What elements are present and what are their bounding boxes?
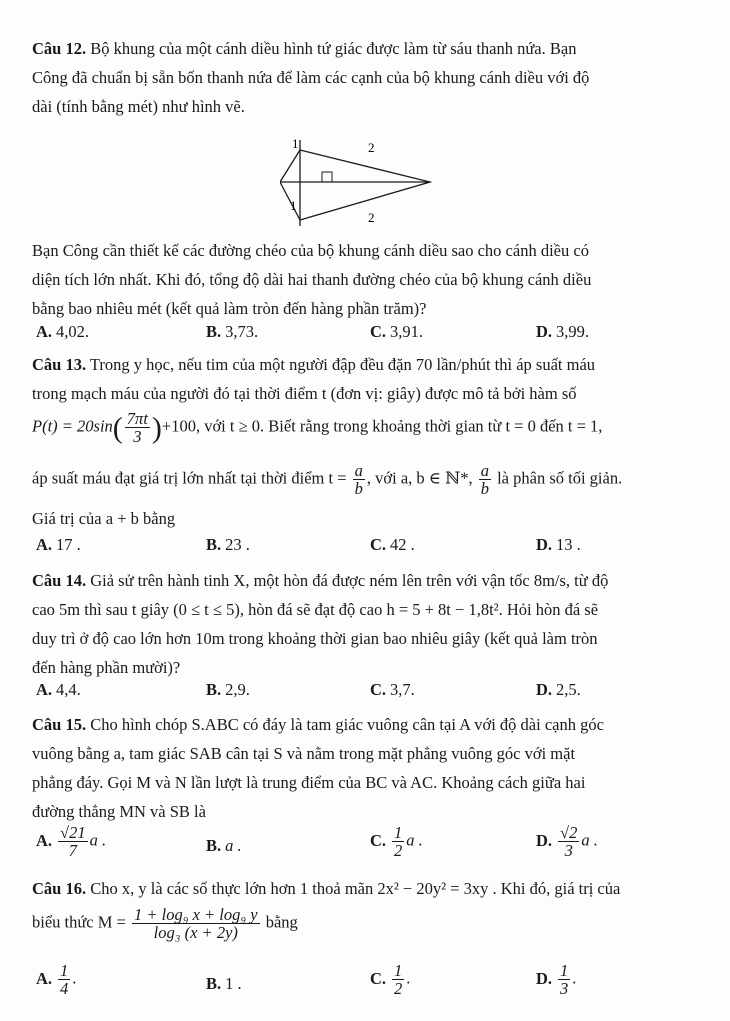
question-12-title: Câu 12. bbox=[32, 39, 87, 58]
option-a[interactable]: A. 4,4. bbox=[36, 680, 81, 699]
question-16-text-1: Cho x, y là các số thực lớn hơn 1 thoả mãn 2x² − 20y² = 3xy . Khi đó, giá trị của bbox=[90, 879, 621, 898]
question-12-options bbox=[36, 322, 696, 352]
option-d[interactable]: D. $\frac{√2}{3}$ a . bbox=[536, 823, 598, 861]
question-15-text-4: đường thẳng MN và SB là bbox=[32, 802, 206, 821]
question-16 bbox=[32, 874, 688, 903]
question-13 bbox=[32, 350, 688, 408]
question-14-text-4: đến hàng phần mười)? bbox=[32, 658, 181, 677]
option-b[interactable]: B. 2,9. bbox=[206, 680, 250, 699]
question-13-options bbox=[36, 535, 696, 565]
kite-label-top-left: 1 bbox=[292, 136, 299, 151]
question-16-title: Câu 16. bbox=[32, 879, 87, 898]
question-13-title: Câu 13. bbox=[32, 355, 87, 374]
question-12-text-3: dài (tính bằng mét) như hình vẽ. bbox=[32, 97, 245, 116]
kite-outline-right bbox=[300, 150, 430, 220]
option-a[interactable]: A. 4,02. bbox=[36, 322, 90, 341]
option-b[interactable]: B. a . bbox=[206, 836, 242, 855]
question-12-text-6: bằng bao nhiêu mét (kết quả làm tròn đến hàng phần trăm)? bbox=[32, 299, 427, 318]
option-a[interactable]: A. 17 . bbox=[36, 535, 81, 554]
option-b[interactable]: B. 23 . bbox=[206, 535, 250, 554]
question-16-options bbox=[36, 962, 696, 1006]
question-13-text-1: Trong y học, nếu tim của một người đập đều đặn 70 lần/phút thì áp suất máu bbox=[89, 355, 596, 374]
question-15 bbox=[32, 710, 688, 826]
question-14-text-1: Giả sử trên hành tinh X, một hòn đá được ném lên trên với vận tốc 8m/s, từ độ bbox=[90, 571, 609, 590]
option-c[interactable]: C. $\frac{1}{2}$ a . bbox=[370, 823, 423, 861]
question-16-line-2: biểu thức M = $\frac{\text{1 + log₉ x + log₉ y}}{\text{log₃ (x + 2y)}}$ bằng bbox=[32, 905, 298, 943]
option-d[interactable]: D. 3,99. bbox=[536, 322, 590, 341]
question-12-text-4: Bạn Công cần thiết kế các đường chéo của bộ khung cánh diều sao cho cánh diều có bbox=[32, 241, 589, 260]
question-15-text-1: Cho hình chóp S.ABC có đáy là tam giác vuông cân tại A với độ dài cạnh góc bbox=[90, 715, 604, 734]
question-12-text-5: diện tích lớn nhất. Khi đó, tổng độ dài hai thanh đường chéo của bộ khung cánh diều bbox=[32, 270, 592, 289]
question-14 bbox=[32, 566, 688, 682]
option-c[interactable]: C. $\frac{1}{2}$ . bbox=[370, 961, 411, 999]
question-13-text-2: trong mạch máu của người đó tại thời điểm t (đơn vị: giây) được mô tả bởi hàm số bbox=[32, 384, 577, 403]
question-12-text-2: Công đã chuẩn bị sẵn bốn thanh nứa để làm các cạnh của bộ khung cánh diều với độ bbox=[32, 68, 590, 87]
option-b[interactable]: B. 3,73. bbox=[206, 322, 259, 341]
kite-edge-top-left bbox=[280, 150, 300, 182]
option-d[interactable]: D. 2,5. bbox=[536, 680, 581, 699]
option-c[interactable]: C. 42 . bbox=[370, 535, 415, 554]
pressure-formula-rhs: +100, với t ≥ 0. Biết rằng trong khoảng thời gian từ t = 0 đến t = 1, bbox=[161, 416, 603, 436]
kite-figure bbox=[280, 130, 440, 240]
question-14-title: Câu 14. bbox=[32, 571, 87, 590]
kite-label-top-right: 2 bbox=[368, 140, 375, 155]
right-angle-marker bbox=[322, 172, 332, 182]
option-d[interactable]: D. $\frac{1}{3}$ . bbox=[536, 961, 577, 999]
question-14-options bbox=[36, 680, 696, 710]
kite-label-bottom-left: 1 bbox=[290, 198, 297, 213]
option-d[interactable]: D. 13 . bbox=[536, 535, 581, 554]
question-15-text-3: phẳng đáy. Gọi M và N lần lượt là trung điểm của BC và AC. Khoảng cách giữa hai bbox=[32, 773, 586, 792]
question-15-text-2: vuông bằng a, tam giác SAB cân tại S và nằm trong mặt phẳng vuông góc với mặt bbox=[32, 744, 576, 763]
question-13-line-4: áp suất máu đạt giá trị lớn nhất tại thời điểm t = $\frac{a}{b}$ , với a, b ∈ ℕ*, $\frac{a}{b}$ là phân số tối giản. bbox=[32, 461, 623, 499]
pressure-formula-lhs: P(t) = 20sin bbox=[32, 416, 113, 436]
question-14-text-2: cao 5m thì sau t giây (0 ≤ t ≤ 5), hòn đá sẽ đạt độ cao h = 5 + 8t − 1,8t². Hỏi hòn đá sẽ bbox=[32, 600, 599, 619]
option-c[interactable]: C. 3,91. bbox=[370, 322, 424, 341]
option-b[interactable]: B. 1 . bbox=[206, 974, 242, 993]
question-12 bbox=[32, 34, 688, 121]
question-12-text-1: Bộ khung của một cánh diều hình tứ giác được làm từ sáu thanh nứa. Bạn bbox=[90, 39, 577, 58]
expression-fraction: $\frac{\text{1 + log₉ x + log₉ y}}{\text{log₃ (x + 2y)}}$ bbox=[134, 905, 258, 943]
question-13-formula-line: P(t) = 20sin( $\frac{7\pi t}{3}$ )+100, với t ≥ 0. Biết rằng trong khoảng thời gian từ t = 0 đến t = 1, bbox=[32, 409, 603, 447]
pressure-formula-fraction: $\frac{7\pi t}{3}$ bbox=[126, 409, 148, 447]
question-15-title: Câu 15. bbox=[32, 715, 87, 734]
reduced-fraction: $\frac{a}{b}$ bbox=[480, 461, 489, 499]
kite-label-bottom-right: 2 bbox=[368, 210, 375, 225]
question-14-text-3: duy trì ở độ cao lớn hơn 10m trong khoảng thời gian bao nhiêu giây (kết quả làm tròn bbox=[32, 629, 598, 648]
question-13-line-5: Giá trị của a + b bằng bbox=[32, 509, 176, 528]
option-a[interactable]: A. $\frac{√21}{7}$ a . bbox=[36, 823, 107, 861]
question-15-options bbox=[36, 824, 696, 868]
question-12-continued bbox=[32, 236, 688, 323]
option-c[interactable]: C. 3,7. bbox=[370, 680, 415, 699]
peak-time-fraction: $\frac{a}{b}$ bbox=[354, 461, 363, 499]
option-a[interactable]: A. $\frac{1}{4}$ . bbox=[36, 961, 77, 999]
